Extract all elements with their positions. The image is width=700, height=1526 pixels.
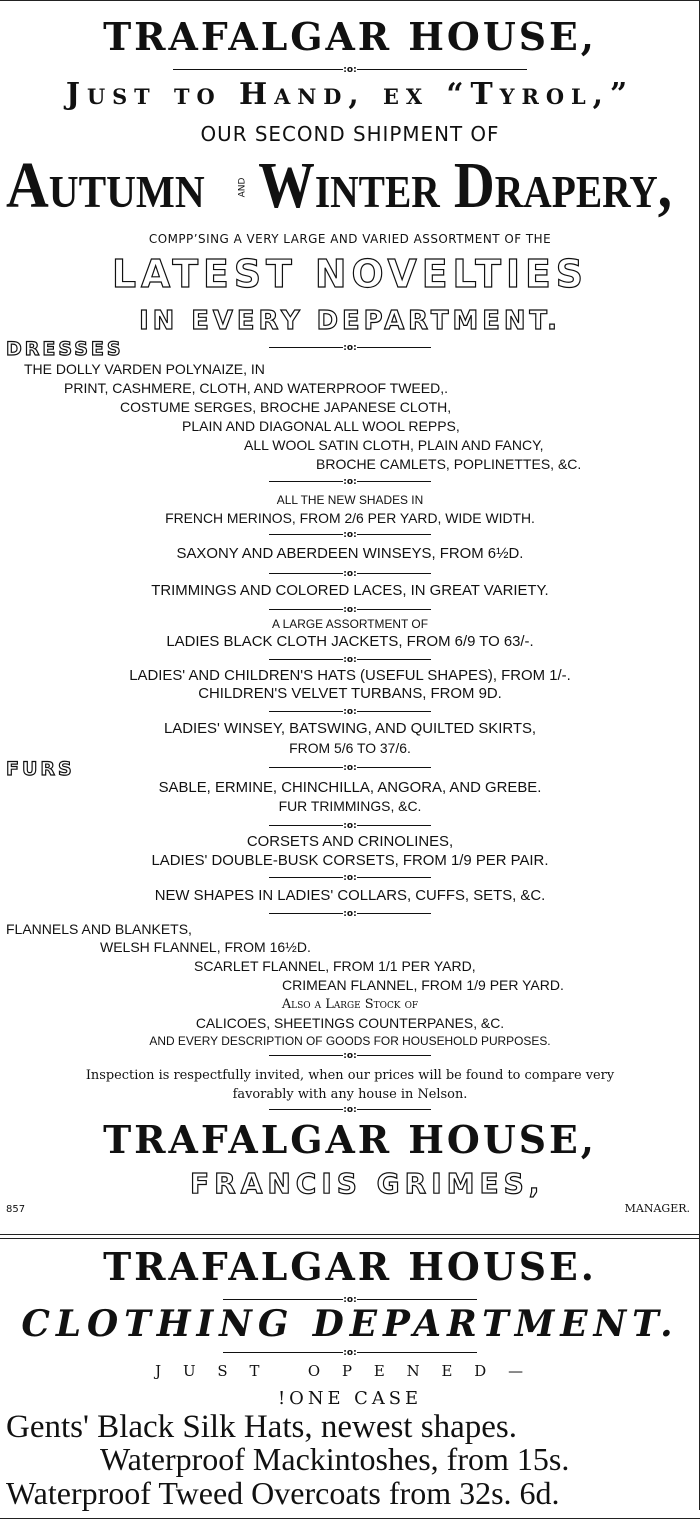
item-overcoats: Waterproof Tweed Overcoats from 32s. 6d. <box>6 1475 560 1511</box>
ad2-title: TRAFALGAR HOUSE. <box>103 1244 597 1289</box>
separator: :o: <box>0 656 700 665</box>
dresses-item: THE DOLLY VARDEN POLYNAIZE, IN <box>24 361 265 377</box>
merinos-line-1: ALL THE NEW SHADES IN <box>276 493 424 507</box>
flannels-item: CALICOES, SHEETINGS COUNTERPANES, &C. <box>195 1015 505 1031</box>
dresses-item: PRINT, CASHMERE, CLOTH, AND WATERPROOF TWEED,. <box>64 380 448 396</box>
ad-number: 857 <box>6 1204 26 1215</box>
separator: :o: <box>0 606 700 615</box>
shipment-line: OUR SECOND SHIPMENT OF <box>200 122 500 146</box>
divider-line-1 <box>0 1234 700 1235</box>
flannels-item: Also a Large Stock of <box>281 997 419 1012</box>
separator: :o: <box>0 874 700 883</box>
dresses-item: BROCHE CAMLETS, POPLINETTES, &C. <box>316 456 582 472</box>
one-case: !ONE CASE <box>278 1388 422 1409</box>
arrival-line: Just to Hand, ex “Tyrol,” <box>65 77 635 112</box>
skirts-line-2: FROM 5/6 TO 37/6. <box>289 740 411 756</box>
flannels-item: SCARLET FLANNEL, FROM 1/1 PER YARD, <box>194 958 476 974</box>
latest-novelties: LATEST NOVELTIES <box>112 252 588 296</box>
dresses-item: PLAIN AND DIAGONAL ALL WOOL REPPS, <box>182 418 460 434</box>
skirts-line-1: LADIES' WINSEY, BATSWING, AND QUILTED SKIRTS, <box>163 720 537 737</box>
separator: :o: <box>0 531 700 540</box>
dresses-heading: DRESSES <box>6 338 124 360</box>
top-border <box>0 0 700 1</box>
headline-and: AND <box>237 177 248 198</box>
merinos-line-2: FRENCH MERINOS, FROM 2/6 PER YARD, WIDE WIDTH. <box>165 510 535 526</box>
flannels-item: CRIMEAN FLANNEL, FROM 1/9 PER YARD. <box>282 977 564 993</box>
item-mackintoshes: Waterproof Mackintoshes, from 15s. <box>100 1441 570 1477</box>
dresses-item: COSTUME SERGES, BROCHE JAPANESE CLOTH, <box>120 399 452 415</box>
separator: :o: <box>0 1106 700 1115</box>
flannels-item: WELSH FLANNEL, FROM 16½D. <box>100 939 311 955</box>
manager-label: MANAGER. <box>624 1202 690 1215</box>
headline-autumn-winter-drapery <box>6 149 694 225</box>
footer-title: TRAFALGAR HOUSE, <box>103 1117 597 1162</box>
headline-winter-drapery: Winter Drapery, <box>258 149 672 222</box>
clothing-department: CLOTHING DEPARTMENT. <box>21 1303 679 1345</box>
trimmings-line: TRIMMINGS AND COLORED LACES, IN GREAT VARIETY. <box>151 582 549 599</box>
corsets-line-2: LADIES' DOUBLE-BUSK CORSETS, FROM 1/9 PER PAIR. <box>151 852 549 869</box>
collars-line: NEW SHAPES IN LADIES' COLLARS, CUFFS, SETS, &C. <box>154 887 546 904</box>
furs-line-1: SABLE, ERMINE, CHINCHILLA, ANGORA, AND GREBE. <box>158 779 542 796</box>
separator: :o: <box>0 66 700 75</box>
hats-line-2: CHILDREN'S VELVET TURBANS, FROM 9D. <box>198 685 502 702</box>
separator: :o: <box>0 764 700 773</box>
flannels-item: FLANNELS AND BLANKETS, <box>6 921 192 937</box>
inspection-line-1: Inspection is respectfully invited, when our prices will be found to compare very <box>85 1068 615 1083</box>
separator: :o: <box>0 478 700 487</box>
corsets-line-1: CORSETS AND CRINOLINES, <box>246 833 454 850</box>
separator: :o: <box>0 910 700 919</box>
every-department: IN EVERY DEPARTMENT. <box>139 306 561 336</box>
ad-title: TRAFALGAR HOUSE, <box>103 14 597 59</box>
separator: :o: <box>0 822 700 831</box>
comprising-line: COMPP’SING A VERY LARGE AND VARIED ASSORTMENT OF THE <box>148 232 552 246</box>
just-opened: JUST OPENED— <box>155 1362 545 1380</box>
separator: :o: <box>0 708 700 717</box>
dresses-item: ALL WOOL SATIN CLOTH, PLAIN AND FANCY, <box>244 437 544 453</box>
winseys-line: SAXONY AND ABERDEEN WINSEYS, FROM 6½D. <box>176 545 524 562</box>
headline-autumn: Autumn <box>6 149 205 222</box>
furs-line-2: FUR TRIMMINGS, &C. <box>278 798 422 814</box>
separator: :o: <box>0 1349 700 1358</box>
hats-line-1: LADIES' AND CHILDREN'S HATS (USEFUL SHAPES), FROM 1/-. <box>129 667 571 684</box>
jackets-line-2: LADIES BLACK CLOTH JACKETS, FROM 6/9 TO 63/-. <box>166 633 534 650</box>
jackets-line-1: A LARGE ASSORTMENT OF <box>272 617 428 631</box>
separator: :o: <box>140 344 560 353</box>
divider-line-2 <box>0 1238 700 1239</box>
manager-name: FRANCIS GRIMES, <box>190 1167 545 1200</box>
item-silk-hats: Gents' Black Silk Hats, newest shapes. <box>6 1409 517 1445</box>
inspection-line-2: favorably with any house in Nelson. <box>232 1087 468 1102</box>
furs-heading: FURS <box>6 758 75 780</box>
separator: :o: <box>0 1296 700 1305</box>
bottom-border <box>0 1518 700 1519</box>
separator: :o: <box>0 570 700 579</box>
separator: :o: <box>0 1052 700 1061</box>
flannels-item: AND EVERY DESCRIPTION OF GOODS FOR HOUSEHOLD PURPOSES. <box>149 1034 551 1048</box>
